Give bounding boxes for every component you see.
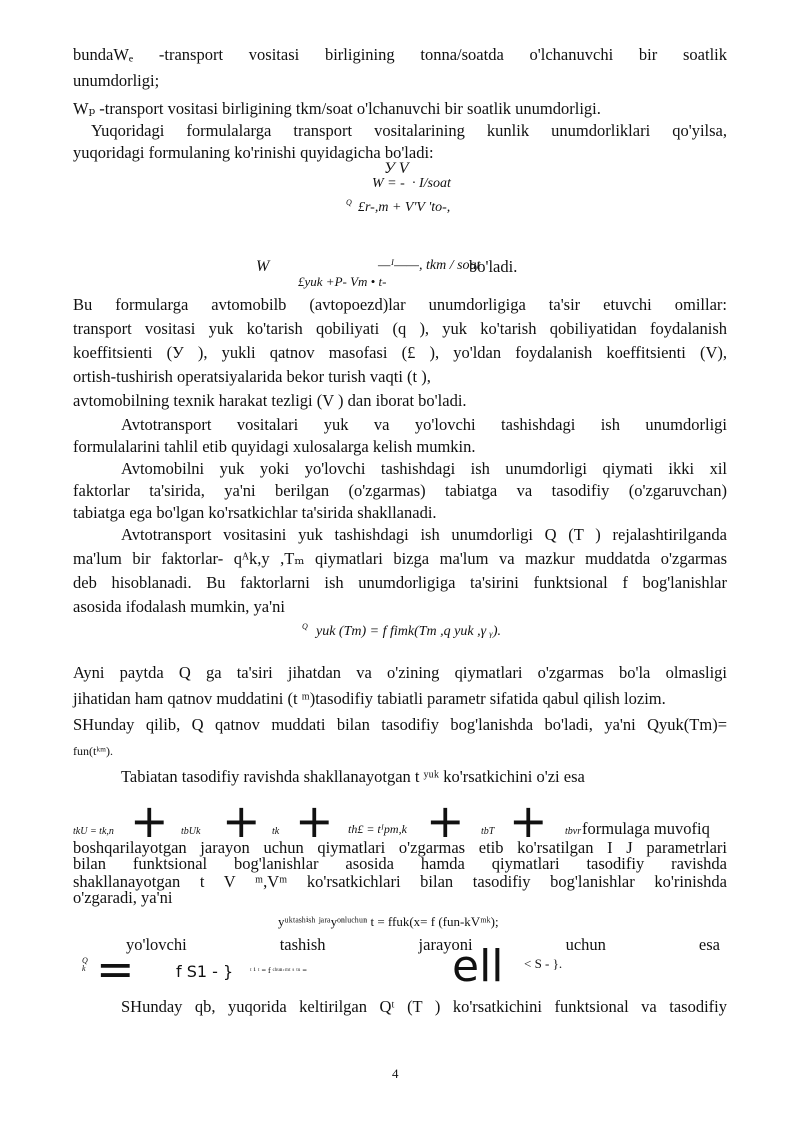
formula-fragment: —ᴵ——, tkm / soat [378, 258, 481, 273]
text-line: formulalarini tahlil etib quyidagi xulosalarga kelish mumkin. [73, 437, 476, 456]
formula-fragment: Q [82, 956, 88, 965]
text-line: koeffitsienti (У ), yukli qatnov masofasi (£ ), yo'ldan foydalanish koeffitsienti (V), [73, 343, 727, 362]
page-number: 4 [392, 1066, 399, 1081]
formula-fragment: f S1 - } [176, 962, 234, 981]
text-line: Bu formularga avtomobilb (avtopoezd)lar unumdorligiga ta'sir etuvchi omillar: [73, 295, 727, 314]
text-line: jihatidan ham qatnov muddatini (t ᵐ)tasodifiy tabiatli parametr sifatida qabul qilish lozim. [73, 689, 666, 708]
text-line: bundaWₑ -transport vositasi birligining tonna/soatda o'lchanuvchi bir soatlik [73, 45, 727, 64]
text-line: SHunday qilib, Q qatnov muddati bilan tasodifiy bog'lanishda bo'ladi, ya'ni Qyuk(Tm)= [73, 715, 727, 734]
formula-fragment: ᵗ ¹ ᵗ = f ᶜʰᵘⁿ·ᵐᵗ ˢ ᵗᵘ = [250, 966, 307, 975]
text-line: avtomobilning texnik harakat tezligi (V ) dan iborat bo'ladi. [73, 391, 467, 410]
text-line: ma'lum bir faktorlar- qᴬk,y ,Tₘ qiymatlari bizga ma'lum va mazkur muddatda o'zgarmas [73, 549, 727, 568]
text-line: Wₚ -transport vositasi birligining tkm/soat o'lchanuvchi bir soatlik unumdorligi. [73, 99, 601, 118]
formula-fragment: th£ = tᴵpm,k [348, 822, 407, 836]
plus-sign: + [130, 794, 169, 848]
text-line: Avtomobilni yuk yoki yo'lovchi tashishdagi ish unumdorligi qiymati ikki xil [121, 459, 727, 478]
formula-fragment: W [256, 258, 270, 275]
formula-fragment: £r-,т + V'V 'to-, [358, 200, 451, 215]
plus-sign: + [222, 794, 261, 848]
formula-fragment: £yuk +P- Vт • t- [298, 274, 387, 289]
text-line: unumdorligi; [73, 71, 160, 90]
text-line: Ayni paytda Q ga ta'siri jihatdan va o'zining qiymatlari o'zgarmas bo'la olmasligi [73, 663, 727, 682]
text-line: shakllanayotgan t V ᵐ,Vᵐ ko'rsatkichlari bilan tasodifiy bog'lanishlar ko'rinishda [73, 872, 727, 891]
formula-fragment: tbvr [565, 826, 582, 837]
formula-fragment: Q [346, 198, 352, 207]
formula-fragment: Q [302, 622, 308, 631]
formula-fragment: < S - }. [524, 956, 563, 971]
formula-fragment: bo'ladi. [469, 257, 518, 276]
text-line: ortish-tushirish operatsiyalarida bekor turish vaqti (t ), [73, 367, 431, 386]
text-line: yuqoridagi formulaning ko'rinishi quyidagicha bo'ladi: [73, 143, 434, 162]
text-line: Avtotransport vositasini yuk tashishdagi ish unumdorligi Q (T ) rejalashtirilganda [121, 525, 727, 544]
formula-fragment: tk [272, 826, 280, 837]
text-line: Avtotransport vositalari yuk va yo'lovchi tashishdagi ish unumdorligi [121, 415, 727, 434]
plus-sign: + [509, 794, 548, 848]
text-line: tabiatga ega bo'lgan ko'rsatkichlar ta'sirida shakllanadi. [73, 503, 437, 522]
text-line: yo'lovchi tashish jarayoni uchun esa [126, 935, 720, 954]
plus-sign: + [295, 794, 334, 848]
text-line: o'zgaradi, ya'ni [73, 888, 173, 907]
formula-fragment: tkU = tk,n [73, 826, 114, 837]
text-line: deb hisoblanadi. Bu faktorlarni ish unumdorligiga ta'sirini funktsional f bog'lanishlar [73, 573, 727, 592]
text-line: transport vositasi yuk ko'tarish qobiliyati (q ), yuk ko'tarish qobiliyatidan foydalanish [73, 319, 727, 338]
text-line: boshqarilayotgan jarayon uchun qiymatlari o'zgarmas etib ko'rsatilgan I J parametrlari [73, 838, 727, 857]
text-line: Tabiatan tasodifiy ravishda shakllanayotgan t ʸᵘᵏ ko'rsatkichini o'zi esa [121, 767, 585, 786]
formula-fragment: ell [452, 941, 504, 992]
formula-fragment: tbT [481, 826, 495, 837]
formula-fragment: tbUk [181, 826, 201, 837]
text-line: fun(tᵏᵐ). [73, 744, 113, 758]
text-line: faktorlar ta'sirida, ya'ni berilgan (o'zgarmas) tabiatga va tasodifiy (o'zgaruvchan) [73, 481, 727, 500]
equals-sign: = [96, 942, 135, 996]
formula-fragment: k [82, 964, 86, 973]
formula-fragment: yᵘᵏᵗᵃˢʰⁱˢʰ ʲᵃʳᵃyᵒⁿˡᵘᶜʰᵘⁿ t = ffuk(x= f (fun-kVᵐᵏ); [278, 914, 499, 929]
text-line: SHunday qb, yuqorida keltirilgan Qᵗ (T ) ko'rsatkichini funktsional va tasodifiy [121, 997, 727, 1016]
text-line: asosida ifodalash mumkin, ya'ni [73, 597, 285, 616]
formula-fragment: yuk (Tm) = f fimk(Tm ,q yuk ,γ ᵧ). [316, 624, 501, 639]
text-line: Yuqoridagi formulalarga transport vositalarining kunlik unumdorliklari qo'yilsa, [91, 121, 727, 140]
formula-fragment: У V [384, 160, 409, 177]
plus-sign: + [426, 794, 465, 848]
text-line: bilan funktsional bog'lanishlar asosida hamda qiymatlari tasodifiy ravishda [73, 854, 727, 873]
formula-fragment: · I/soat [412, 176, 451, 191]
formula-fragment: W = - [372, 176, 405, 191]
text-line: formulaga muvofiq [582, 819, 710, 838]
